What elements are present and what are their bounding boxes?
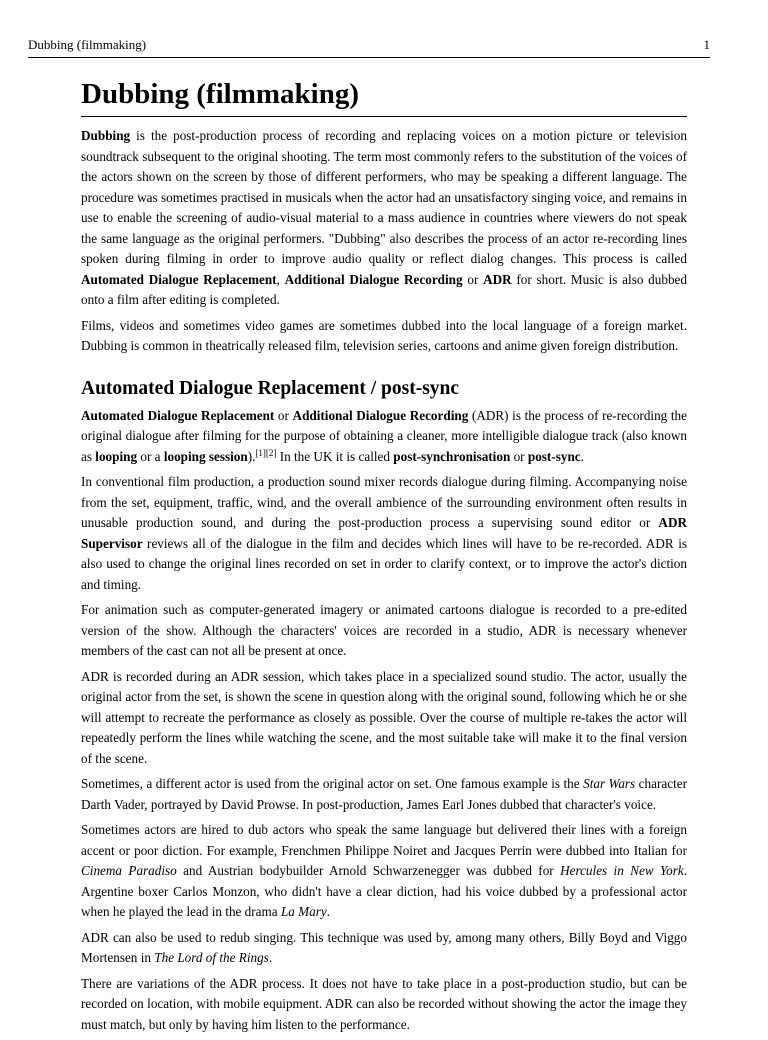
bold-term: Dubbing xyxy=(81,128,131,143)
italic-title: Cinema Paradiso xyxy=(81,863,177,878)
bold-term: post-synchronisation xyxy=(393,448,511,464)
article-title: Dubbing (filmmaking) xyxy=(81,76,687,117)
header-divider xyxy=(28,57,710,58)
adr-paragraph-8: There are variations of the ADR process. It does not have to take place in a post-production studio, but can be recorded on location, with mobile equipment. ADR can also be recorded without showing the actor the image they must match, but only by having him listen to the performance. xyxy=(81,975,687,1032)
italic-title: Hercules in New York xyxy=(560,863,684,878)
intro-paragraph-2: Films, videos and sometimes video games are sometimes dubbed into the local language of a foreign market. Dubbing is common in theatrically released film, television series, cartoons and anime given foreign distribution. xyxy=(81,317,687,353)
italic-title: The Lord of the Rings xyxy=(154,950,269,965)
adr-paragraph-7: ADR can also be used to redub singing. This technique was used by, among many others, Billy Boyd and Viggo Mortensen in The Lord of the Rings. xyxy=(81,929,687,965)
bold-term: Additional Dialogue Recording xyxy=(284,271,463,287)
adr-paragraph-2: In conventional film production, a production sound mixer records dialogue during filming. Accompanying noise from the set, equipment, traffic, wind, and the overall ambience of the surrounding environment often results in unusable production sound, and during the post-production process a supervising sound editor or ADR Supervisor reviews all of the dialogue in the film and decides which lines will have to be re-recorded. ADR is also used to change the original lines recorded on set in order to clarify context, or to improve the actor's diction and timing. xyxy=(81,474,687,592)
article-body xyxy=(81,76,687,1040)
running-header xyxy=(28,37,710,53)
running-header-title: Dubbing (filmmaking) xyxy=(28,37,147,52)
adr-paragraph-3: For animation such as computer-generated imagery or animated cartoons dialogue is recorded to a pre-edited version of the show. Although the characters' voices are recorded in a studio, ADR is necessary whenever members of the cast can not all be present at once. xyxy=(81,602,687,658)
section-heading-adr: Automated Dialogue Replacement / post-sync xyxy=(81,377,460,399)
adr-paragraph-5: Sometimes, a different actor is used from the original actor on set. One famous example is the Star Wars character Darth Vader, portrayed by David Prowse. In post-production, James Earl Jones dubbed that character's voice. xyxy=(81,776,687,812)
italic-title: Star Wars xyxy=(583,776,636,791)
bold-term: Automated Dialogue Replacement xyxy=(81,407,275,423)
bold-term: looping xyxy=(95,448,138,464)
bold-term: ADR xyxy=(483,271,512,287)
italic-title: La Mary xyxy=(280,904,327,919)
bold-term: looping session xyxy=(163,448,248,464)
adr-paragraph-1: Automated Dialogue Replacement or Additional Dialogue Recording (ADR) is the process of re-recording the original dialogue after filming for the purpose of obtaining a cleaner, more intelligible dialogue track (also known as looping or a looping session).[1][2] In the UK it is called post-synchronisation or post-sync. xyxy=(81,407,687,464)
adr-paragraph-4: ADR is recorded during an ADR session, which takes place in a specialized sound studio. The actor, usually the original actor from the set, is shown the scene in question along with the original sound, following which he or she will attempt to recreate the performance as closely as possible. Over the course of multiple re-takes the actor will repeatedly perform the lines while watching the scene, and the most suitable take will make it to the final version of the scene. xyxy=(81,668,687,766)
bold-term: Additional Dialogue Recording xyxy=(292,407,469,423)
adr-paragraph-6: Sometimes actors are hired to dub actors who speak the same language but delivered their lines with a foreign accent or poor diction. For example, Frenchmen Philippe Noiret and Jacques Perrin were dubbed into Italian for Cinema Paradiso and Austrian bodybuilder Arnold Schwarzenegger was dubbed for Hercules in New York. Argentine boxer Carlos Monzon, who didn't have a clear diction, had his voice dubbed by a professional actor when he played the lead in the drama La Mary. xyxy=(81,822,687,919)
citation-reference[interactable]: [1][2] xyxy=(255,447,277,458)
bold-term: ADR Supervisor xyxy=(81,515,687,551)
bold-term: post-sync xyxy=(527,448,581,464)
bold-term: Automated Dialogue Replacement xyxy=(81,271,277,287)
page-number: 1 xyxy=(703,37,710,52)
intro-paragraph-1: Dubbing is the post-production process of recording and replacing voices on a motion picture or television soundtrack subsequent to the original shooting. The term most commonly refers to the substitution of the voices of the actors shown on the screen by those of different performers, who may be speaking a different language. The procedure was sometimes practised in musicals when the actor had an unsatisfactory singing voice, and remains in use to enable the screening of audio-visual material to a mass audience in countries where viewers do not speak the same language as the original performers. "Dubbing" also describes the process of an actor re-recording lines spoken during filming in order to improve audio quality or reflect dialog changes. This process is called Automated Dialogue Replacement, Additional Dialogue Recording or ADR for short. Music is also dubbed onto a film after editing is completed. xyxy=(81,128,687,307)
